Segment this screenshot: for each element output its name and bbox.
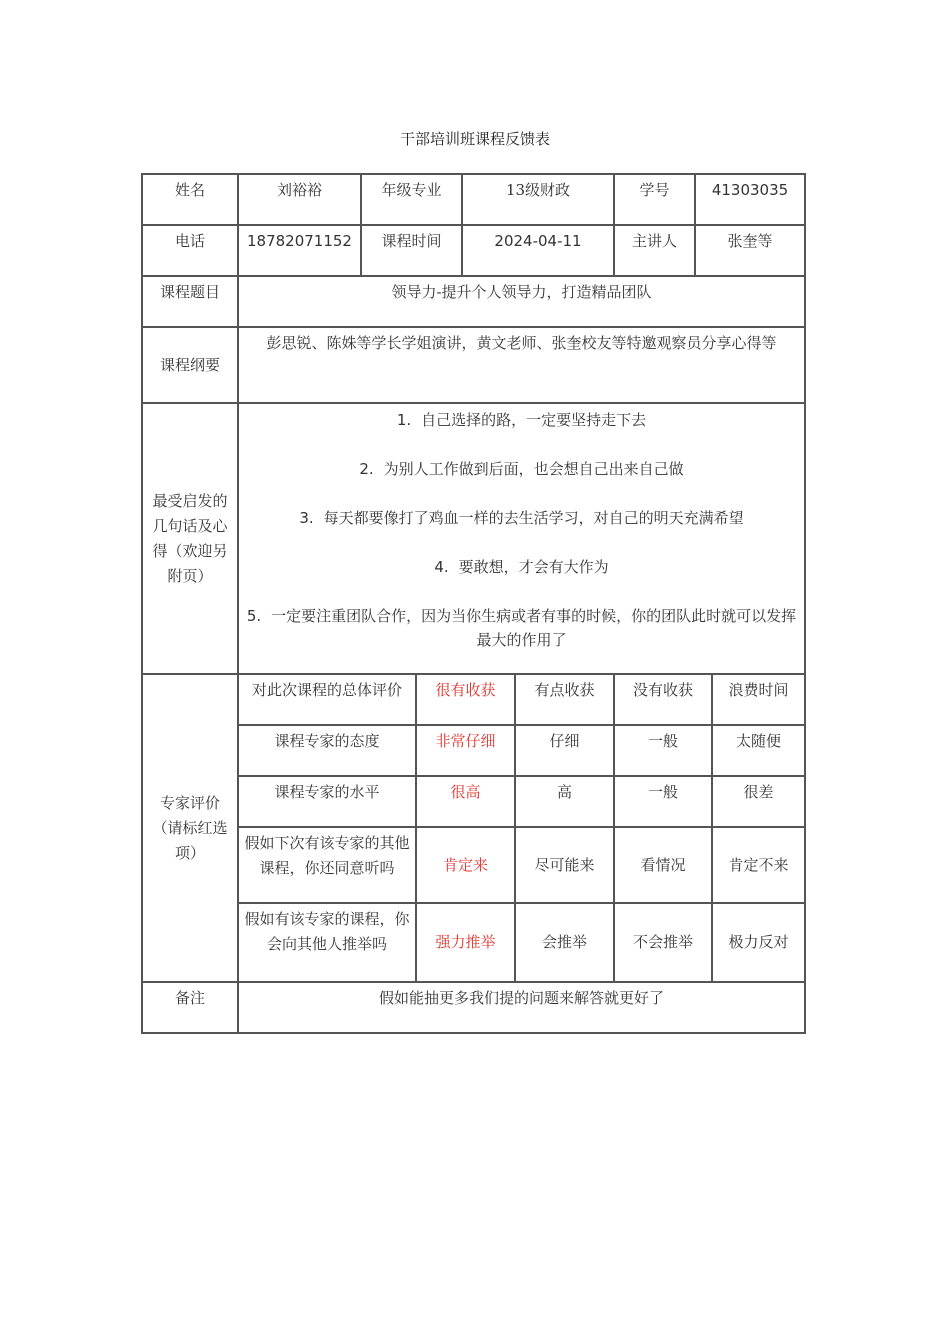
topic-label: 课程题目 [141,275,239,328]
name-label: 姓名 [141,173,239,226]
list-item [239,506,804,530]
eval-option[interactable]: 高 [514,775,615,828]
eval-option[interactable]: 很差 [711,775,806,828]
item-number: 2. [359,460,374,478]
eval-option[interactable]: 肯定来 [415,826,516,904]
phone-label: 电话 [141,224,239,277]
eval-option[interactable]: 看情况 [613,826,713,904]
eval-option[interactable]: 浪费时间 [711,673,806,726]
eval-option[interactable]: 一般 [613,775,713,828]
eval-option[interactable]: 强力推举 [415,902,516,983]
eval-option[interactable]: 有点收获 [514,673,615,726]
major-label: 年级专业 [360,173,463,226]
eval-option[interactable]: 很高 [415,775,516,828]
item-text: 自己选择的路，一定要坚持走下去 [421,411,647,429]
item-number: 3. [299,509,314,527]
page-title: 干部培训班课程反馈表 [399,130,550,148]
eval-question: 课程专家的态度 [237,724,417,777]
list-item [239,555,804,579]
eval-option[interactable]: 肯定不来 [711,826,806,904]
speaker-value: 张奎等 [694,224,806,277]
item-number: 5. [246,607,262,625]
insights-label: 最受启发的几句话及心得（欢迎另附页） [141,402,239,675]
time-label: 课程时间 [360,224,463,277]
topic-value: 领导力-提升个人领导力，打造精品团队 [237,275,806,328]
eval-question: 假如有该专家的课程，你会向其他人推举吗 [237,902,417,983]
remarks-label: 备注 [141,981,239,1034]
phone-value: 18782071152 [237,224,362,277]
item-text: 要敢想，才会有大作为 [458,558,609,576]
list-item [239,604,804,652]
feedback-table [141,173,806,1034]
eval-option[interactable]: 一般 [613,724,713,777]
eval-option[interactable]: 非常仔细 [415,724,516,777]
eval-option[interactable]: 没有收获 [613,673,713,726]
major-value: 13级财政 [461,173,615,226]
item-number: 1. [396,411,412,429]
speaker-label: 主讲人 [613,224,696,277]
item-number: 4. [434,558,449,576]
item-text: 为别人工作做到后面，也会想自己出来自己做 [383,460,684,478]
list-item [239,408,804,432]
eval-option[interactable]: 不会推举 [613,902,713,983]
eval-option[interactable]: 极力反对 [711,902,806,983]
insights-list [237,402,806,675]
eval-option[interactable]: 太随便 [711,724,806,777]
remarks-value: 假如能抽更多我们提的问题来解答就更好了 [237,981,806,1034]
outline-label: 课程纲要 [141,326,239,404]
eval-option[interactable]: 尽可能来 [514,826,615,904]
item-text: 每天都要像打了鸡血一样的去生活学习，对自己的明天充满希望 [323,509,744,527]
eval-question: 对此次课程的总体评价 [237,673,417,726]
outline-value: 彭思锐、陈姝等学长学姐演讲，黄文老师、张奎校友等特邀观察员分享心得等 [237,326,806,404]
item-text: 一定要注重团队合作，因为当你生病或者有事的时候，你的团队此时就可以发挥最大的作用了 [271,607,797,649]
evaluation-label: 专家评价（请标红选项） [141,673,239,983]
eval-option[interactable]: 会推举 [514,902,615,983]
id-label: 学号 [613,173,696,226]
eval-option[interactable]: 很有收获 [415,673,516,726]
time-value: 2024-04-11 [461,224,615,277]
eval-option[interactable]: 仔细 [514,724,615,777]
list-item [239,457,804,481]
eval-question: 课程专家的水平 [237,775,417,828]
eval-question: 假如下次有该专家的其他课程，你还同意听吗 [237,826,417,904]
name-value: 刘裕裕 [237,173,362,226]
id-value: 41303035 [694,173,806,226]
